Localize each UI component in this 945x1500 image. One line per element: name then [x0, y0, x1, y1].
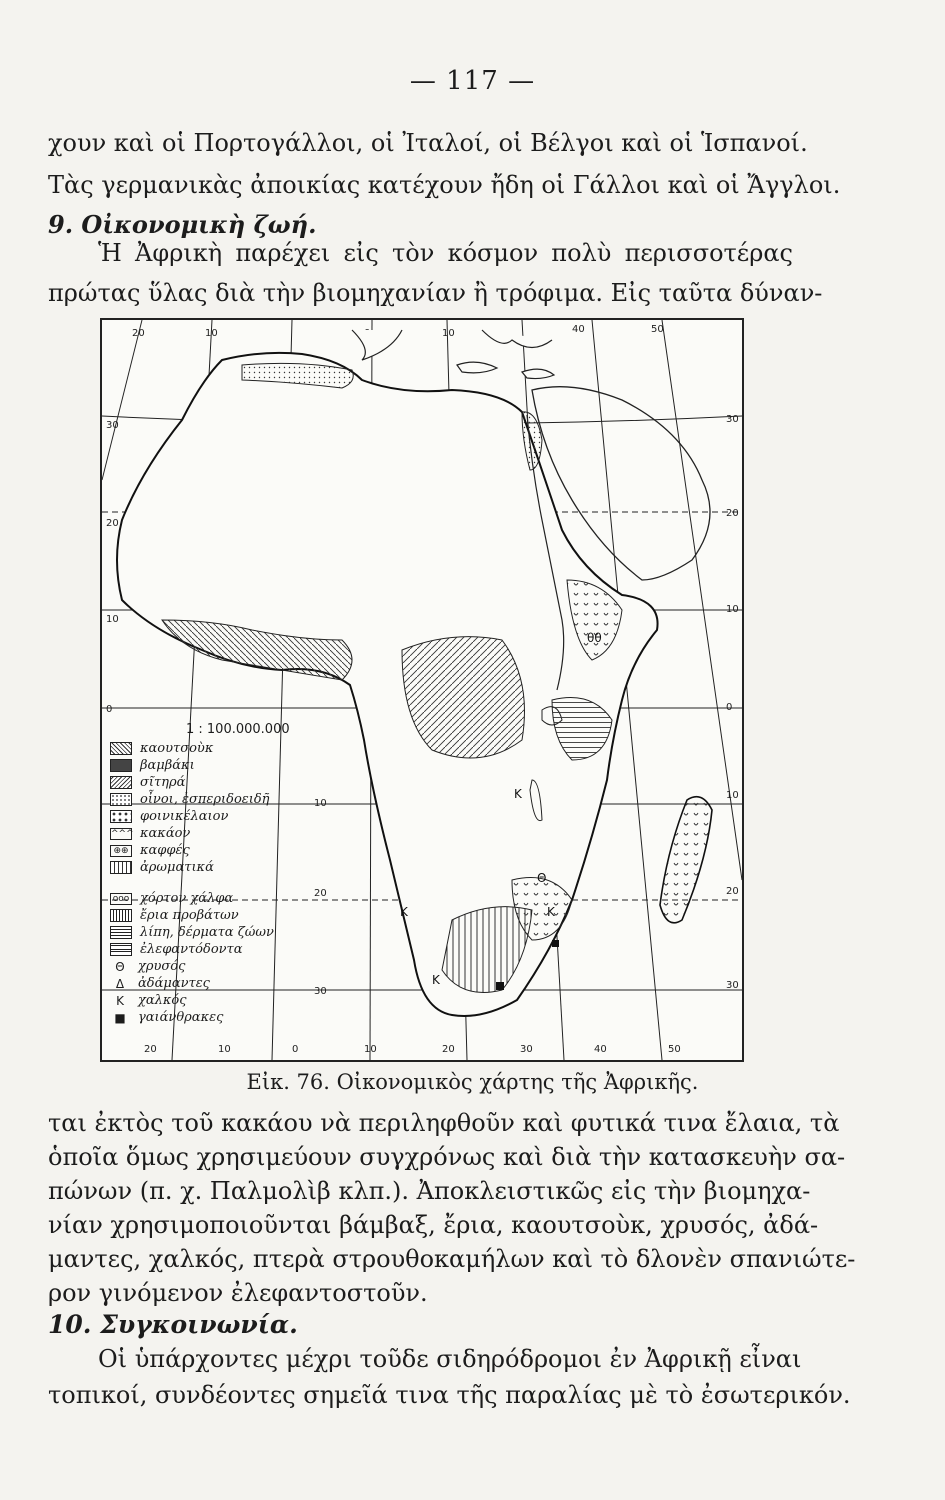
text-line: χουν καὶ οἱ Πορτογάλλοι, οἱ Ἰταλοί, οἱ Βέλγοι καὶ οἱ Ἱσπανοί. — [48, 129, 808, 157]
right-degree: 10 — [726, 604, 739, 615]
left-degree: 10 — [314, 798, 327, 809]
svg-text:K: K — [432, 973, 440, 987]
svg-text:K: K — [547, 905, 555, 919]
figure-caption: Εἰκ. 76. Οἰκονομικὸς χάρτης τῆς Ἀφρικῆς. — [246, 1070, 699, 1094]
left-degree: 20 — [314, 888, 327, 899]
bottom-degree: 10 — [364, 1044, 377, 1055]
legend-item: Θ χρυσός — [115, 959, 186, 974]
bottom-degree: 10 — [218, 1044, 231, 1055]
bottom-degree: 20 — [144, 1044, 157, 1055]
legend-item: K χαλκός — [116, 993, 187, 1008]
top-degree: 40 — [572, 324, 585, 335]
text-line: πρώτας ὕλας διὰ τὴν βιομηχανίαν ἢ τρόφιμα. Εἰς ταῦτα δύναν- — [48, 279, 823, 307]
legend-item: οἶνοι, ἐσπεριδοειδῆ — [110, 791, 310, 808]
africa-economic-map — [100, 318, 744, 1062]
left-degree: 0 — [106, 704, 113, 715]
section-title: Οἰκονομικὴ ζωή. — [81, 210, 317, 239]
text-line: ὁποῖα ὅμως χρησιμεύουν συγχρόνως καὶ διὰ τὴν κατασκευὴν σα- — [48, 1143, 846, 1171]
svg-text:K: K — [514, 787, 522, 801]
text-line: ρον γινόμενον ἐλεφαντοστοῦν. — [48, 1279, 428, 1307]
text-line: Ἡ Ἀφρικὴ παρέχει εἰς τὸν κόσμον πολὺ περισσοτέρας — [98, 239, 793, 267]
legend-item: ἀρωματικά — [110, 859, 310, 876]
right-degree: 0 — [726, 702, 733, 713]
text-line: νίαν χρησιμοποιοῦνται βάμβαξ, ἔρια, καουτσοὺκ, χρυσός, ἀδά- — [48, 1211, 819, 1239]
svg-text:θθ: θθ — [587, 631, 602, 645]
right-degree: 20 — [726, 508, 739, 519]
section-number: 10. — [48, 1310, 92, 1339]
section-number: 9. — [48, 210, 74, 239]
bottom-degree: 0 — [292, 1044, 299, 1055]
right-degree: 30 — [726, 980, 739, 991]
map-legend — [110, 740, 310, 1026]
legend-item: ■ γαιάνθρακες — [114, 1010, 224, 1025]
left-degree: 30 — [106, 420, 119, 431]
legend-item: ἐλεφαντόδοντα — [110, 941, 310, 958]
legend-item: ooo χόρτον χάλφα — [110, 890, 310, 907]
map-scale: 1 : 100.000.000 — [186, 722, 290, 737]
svg-text:K: K — [400, 905, 408, 919]
text-line: Τὰς γερμανικὰς ἀποικίας κατέχουν ἤδη οἱ Γάλλοι καὶ οἱ Ἄγγλοι. — [48, 171, 841, 199]
right-degree: 30 — [726, 414, 739, 425]
text-line: τοπικοί, συνδέοντες σημεῖά τινα τῆς παραλίας μὲ τὸ ἐσωτερικόν. — [48, 1381, 851, 1409]
bottom-degree: 50 — [668, 1044, 681, 1055]
section-heading-9 — [48, 210, 793, 240]
text-line: μαντες, χαλκός, πτερὰ στρουθοκαμήλων καὶ τὸ δλονὲν σπανιώτε- — [48, 1245, 856, 1273]
legend-item: σῖτηρά — [110, 774, 310, 791]
text-line: πώνων (π. χ. Παλμολὶβ κλπ.). Ἀποκλειστικῶς εἰς τὴν βιομηχα- — [48, 1177, 811, 1205]
left-degree: 20 — [106, 518, 119, 529]
right-degree: 20 — [726, 886, 739, 897]
top-degree: 50 — [651, 324, 664, 335]
legend-item: ἔρια προβάτων — [110, 907, 310, 924]
legend-item: φοινικέλαιον — [110, 808, 310, 825]
section-title: Συγκοινωνία. — [100, 1310, 298, 1339]
top-degree: 20 — [132, 328, 145, 339]
svg-text:Θ: Θ — [537, 871, 547, 885]
legend-item: καουτσοὺκ — [110, 740, 310, 757]
left-degree: 10 — [106, 614, 119, 625]
left-degree: 30 — [314, 986, 327, 997]
bottom-degree: 40 — [594, 1044, 607, 1055]
page-number: — 117 — — [409, 66, 536, 96]
legend-item: λίπη, δέρματα ζώων — [110, 924, 310, 941]
madagascar-outline — [660, 797, 712, 923]
bottom-degree: 30 — [520, 1044, 533, 1055]
section-heading-10 — [48, 1310, 793, 1340]
legend-item: βαμβάκι — [110, 757, 310, 774]
top-degree: 10 — [442, 328, 455, 339]
legend-item: ⊕⊕ καφφές — [110, 842, 310, 859]
text-line: ται ἐκτὸς τοῦ κακάου νὰ περιληφθοῦν καὶ φυτικά τινα ἔλαια, τὰ — [48, 1109, 840, 1137]
bottom-degree: 20 — [442, 1044, 455, 1055]
text-line: Οἱ ὑπάρχοντες μέχρι τοῦδε σιδηρόδρομοι ἐν Ἀφρικῇ εἶναι — [98, 1345, 802, 1373]
right-degree: 10 — [726, 790, 739, 801]
legend-item: ^^^ κακάον — [111, 826, 191, 841]
legend-item: Δ ἀδάμαντες — [115, 976, 210, 991]
top-degree: 10 — [205, 328, 218, 339]
